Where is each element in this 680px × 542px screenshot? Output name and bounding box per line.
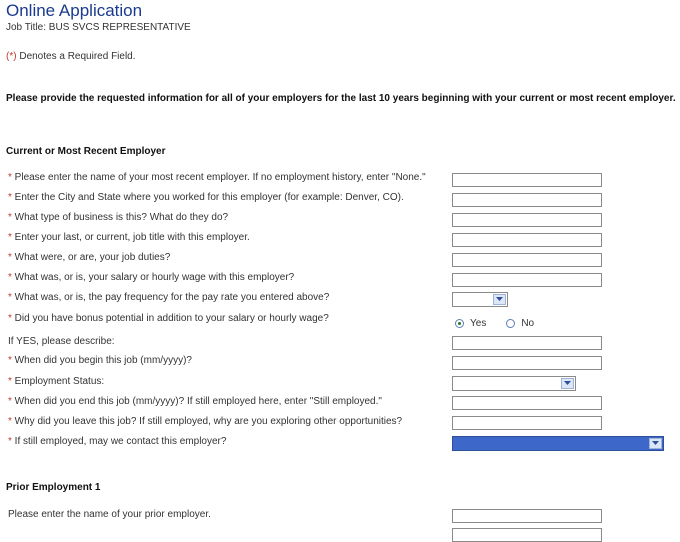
question-business-type: * What type of business is this? What do they do? bbox=[8, 212, 229, 223]
bonus-no-label: No bbox=[521, 318, 535, 329]
question-label: Enter the City and State where you worked for this employer (for example: Denver, CO). bbox=[14, 192, 404, 203]
pay-frequency-select[interactable] bbox=[452, 292, 508, 307]
question-prior-employer-name bbox=[8, 509, 211, 520]
question-salary: * What was, or is, your salary or hourly wage with this employer? bbox=[8, 272, 295, 283]
question-city-state: * Enter the City and State where you worked for this employer (for example: Denver, CO). bbox=[8, 192, 404, 203]
chevron-down-icon[interactable] bbox=[561, 378, 574, 389]
bonus-description-input[interactable] bbox=[452, 336, 602, 350]
city-state-input[interactable] bbox=[452, 193, 602, 207]
bonus-yes-label: Yes bbox=[470, 318, 487, 329]
reason-leaving-input[interactable] bbox=[452, 416, 602, 430]
instructions: Please provide the requested information for all of your employers for the last 10 years beginning with your current or most recent employer. bbox=[6, 93, 676, 104]
question-label: Please enter the name of your most recent employer. If no employment history, enter "None." bbox=[14, 172, 426, 183]
salary-input[interactable] bbox=[452, 273, 602, 287]
question-begin-date: * When did you begin this job (mm/yyyy)? bbox=[8, 355, 192, 366]
chevron-down-icon[interactable] bbox=[649, 438, 662, 449]
prior-employer-name-input[interactable] bbox=[452, 509, 602, 523]
question-end-date: * When did you end this job (mm/yyyy)? If still employed here, enter "Still employed." bbox=[8, 396, 382, 407]
end-date-input[interactable] bbox=[452, 396, 602, 410]
question-label: What was, or is, the pay frequency for the pay rate you entered above? bbox=[14, 292, 330, 303]
question-label: Employment Status: bbox=[14, 376, 105, 387]
chevron-down-icon[interactable] bbox=[493, 294, 506, 305]
contact-employer-select[interactable] bbox=[452, 436, 664, 451]
prior-employer-next-input[interactable] bbox=[452, 528, 602, 542]
bonus-no-radio[interactable] bbox=[506, 319, 515, 328]
question-label: Did you have bonus potential in addition to your salary or hourly wage? bbox=[14, 313, 329, 324]
question-employment-status: * Employment Status: bbox=[8, 376, 105, 387]
section-heading-prior: Prior Employment 1 bbox=[6, 482, 101, 493]
page-title: Online Application bbox=[6, 1, 143, 20]
employment-status-select[interactable] bbox=[452, 376, 576, 391]
question-bonus-describe bbox=[8, 336, 115, 347]
question-label: What type of business is this? What do they do? bbox=[14, 212, 229, 223]
bonus-radio-group bbox=[455, 318, 534, 329]
business-type-input[interactable] bbox=[452, 213, 602, 227]
employer-name-input[interactable] bbox=[452, 173, 602, 187]
job-duties-input[interactable] bbox=[452, 253, 602, 267]
question-employer-name: * Please enter the name of your most recent employer. If no employment history, enter "None." bbox=[8, 172, 426, 183]
question-pay-frequency: * What was, or is, the pay frequency for the pay rate you entered above? bbox=[8, 292, 330, 303]
required-note-text: Denotes a Required Field. bbox=[16, 51, 136, 62]
question-label: When did you begin this job (mm/yyyy)? bbox=[14, 355, 192, 366]
question-label: Why did you leave this job? If still employed, why are you exploring other opportunities? bbox=[14, 416, 403, 427]
job-title: Job Title: BUS SVCS REPRESENTATIVE bbox=[6, 22, 191, 33]
question-contact-employer: * If still employed, may we contact this employer? bbox=[8, 436, 227, 447]
question-label: Enter your last, or current, job title with this employer. bbox=[14, 232, 250, 243]
question-label: If still employed, may we contact this employer? bbox=[14, 436, 227, 447]
bonus-yes-radio[interactable] bbox=[455, 319, 464, 328]
question-label: What were, or are, your job duties? bbox=[14, 252, 171, 263]
job-title-input[interactable] bbox=[452, 233, 602, 247]
question-job-title: * Enter your last, or current, job title with this employer. bbox=[8, 232, 250, 243]
question-reason-leaving: * Why did you leave this job? If still employed, why are you exploring other opportunities? bbox=[8, 416, 403, 427]
question-job-duties: * What were, or are, your job duties? bbox=[8, 252, 171, 263]
question-label: If YES, please describe: bbox=[8, 336, 115, 347]
question-label: Please enter the name of your prior employer. bbox=[8, 509, 211, 520]
section-heading-current: Current or Most Recent Employer bbox=[6, 146, 166, 157]
question-bonus: * Did you have bonus potential in addition to your salary or hourly wage? bbox=[8, 313, 329, 324]
required-star: (*) bbox=[6, 51, 17, 62]
begin-date-input[interactable] bbox=[452, 356, 602, 370]
question-label: What was, or is, your salary or hourly wage with this employer? bbox=[14, 272, 295, 283]
required-field-note bbox=[6, 51, 136, 62]
question-label: When did you end this job (mm/yyyy)? If still employed here, enter "Still employed." bbox=[14, 396, 382, 407]
